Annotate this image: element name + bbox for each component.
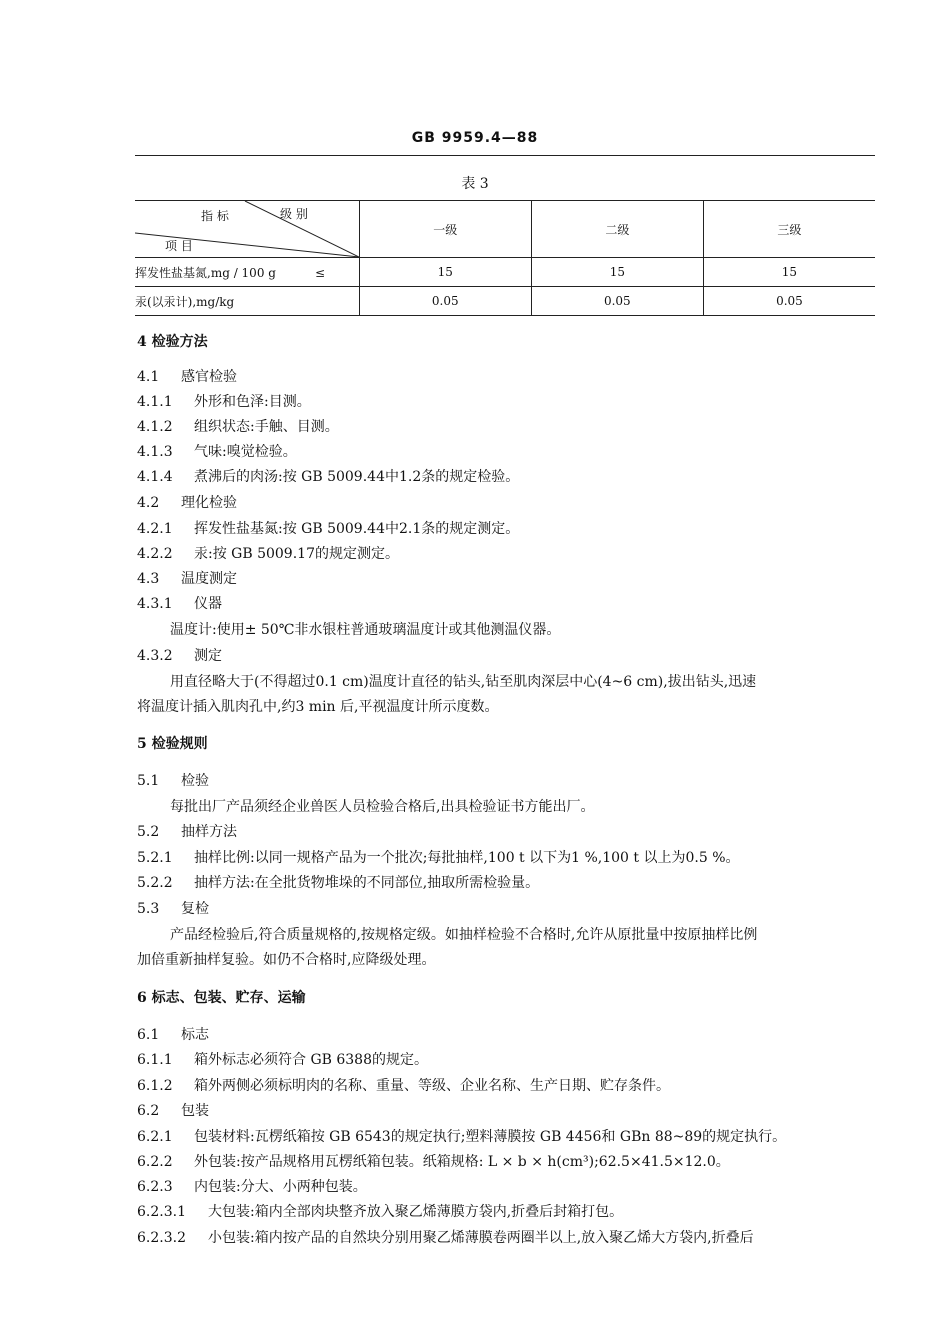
spec-table	[135, 200, 875, 316]
row-operator: ≤	[315, 265, 326, 280]
table-caption: 表 3	[461, 176, 489, 192]
clause-6-1-1: 6.1.1 箱外标志必须符合 GB 6388的规定。	[137, 1052, 429, 1068]
paragraph-measure-line2: 将温度计插入肌肉孔中,约3 min 后,平视温度计所示度数。	[137, 699, 499, 715]
table-cell: 0.05	[359, 287, 531, 316]
section-6-title: 6 标志、包装、贮存、运输	[137, 990, 306, 1006]
document-header: GB 9959.4—88	[411, 130, 539, 146]
clause-5-2: 5.2 抽样方法	[137, 824, 237, 840]
column-header: 一级	[359, 201, 531, 258]
paragraph-measure-line1: 用直径略大于(不得超过0.1 cm)温度计直径的钻头,钻至肌肉深层中心(4~6 cm),拔出钻头,迅速	[170, 674, 757, 690]
clause-6-1: 6.1 标志	[137, 1027, 209, 1043]
row-label-cell	[135, 287, 359, 316]
clause-4-1-3: 4.1.3 气味:嗅觉检验。	[137, 444, 297, 460]
clause-4-3: 4.3 温度测定	[137, 571, 237, 587]
clause-4-3-2: 4.3.2 测定	[137, 648, 222, 664]
paragraph-inspection: 每批出厂产品须经企业兽医人员检验合格后,出具检验证书方能出厂。	[170, 799, 595, 815]
clause-4-1: 4.1 感官检验	[137, 369, 237, 385]
clause-6-2-2: 6.2.2 外包装:按产品规格用瓦楞纸箱包装。纸箱规格: L × b × h(cm³);62.5×41.5×12.0。	[137, 1154, 730, 1170]
clause-6-2-3-1: 6.2.3.1 大包装:箱内全部肉块整齐放入聚乙烯薄膜方袋内,折叠后封箱打包。	[137, 1204, 624, 1220]
corner-label-jibie: 级 别	[280, 207, 308, 221]
row-label: 挥发性盐基氮,mg / 100 g	[135, 265, 276, 280]
row-label-cell	[135, 258, 359, 287]
clause-6-2: 6.2 包装	[137, 1103, 209, 1119]
column-header: 二级	[531, 201, 703, 258]
corner-label-xiangmu: 项 目	[165, 239, 193, 253]
clause-4-2: 4.2 理化检验	[137, 495, 237, 511]
clause-6-2-3: 6.2.3 内包装:分大、小两种包装。	[137, 1179, 367, 1195]
table-cell: 15	[531, 258, 703, 287]
clause-6-1-2: 6.1.2 箱外两侧必须标明肉的名称、重量、等级、企业名称、生产日期、贮存条件。	[137, 1078, 670, 1094]
table-row	[135, 287, 875, 316]
clause-5-1: 5.1 检验	[137, 773, 209, 789]
paragraph-recheck-line1: 产品经检验后,符合质量规格的,按规格定级。如抽样检验不合格时,允许从原批量中按原抽样比例	[170, 927, 758, 943]
paragraph-thermometer: 温度计:使用± 50℃非水银柱普通玻璃温度计或其他测温仪器。	[170, 622, 561, 638]
table-cell: 0.05	[531, 287, 703, 316]
clause-5-2-2: 5.2.2 抽样方法:在全批货物堆垛的不同部位,抽取所需检验量。	[137, 875, 540, 891]
header-corner-cell	[135, 201, 359, 258]
clause-4-2-2: 4.2.2 汞:按 GB 5009.17的规定测定。	[137, 546, 399, 562]
row-label: 汞(以汞计),mg/kg	[135, 294, 235, 309]
table-cell: 15	[703, 258, 875, 287]
column-header: 三级	[703, 201, 875, 258]
corner-label-zhibiao: 指 标	[201, 209, 229, 223]
header-rule	[135, 155, 875, 156]
clause-5-3: 5.3 复检	[137, 901, 209, 917]
table-cell: 0.05	[703, 287, 875, 316]
clause-6-2-3-2: 6.2.3.2 小包装:箱内按产品的自然块分别用聚乙烯薄膜卷两圈半以上,放入聚乙烯大方袋内,折叠后	[137, 1230, 754, 1246]
section-5-title: 5 检验规则	[137, 736, 208, 752]
clause-4-2-1: 4.2.1 挥发性盐基氮:按 GB 5009.44中2.1条的规定测定。	[137, 521, 520, 537]
table-row	[135, 258, 875, 287]
table-cell: 15	[359, 258, 531, 287]
clause-4-1-2: 4.1.2 组织状态:手触、目测。	[137, 419, 339, 435]
clause-4-1-4: 4.1.4 煮沸后的肉汤:按 GB 5009.44中1.2条的规定检验。	[137, 469, 520, 485]
clause-4-3-1: 4.3.1 仪器	[137, 596, 222, 612]
clause-5-2-1: 5.2.1 抽样比例:以同一规格产品为一个批次;每批抽样,100 t 以下为1 %,100 t 以上为0.5 %。	[137, 850, 740, 866]
clause-4-1-1: 4.1.1 外形和色泽:目测。	[137, 394, 311, 410]
section-4-title: 4 检验方法	[137, 334, 208, 350]
paragraph-recheck-line2: 加倍重新抽样复验。如仍不合格时,应降级处理。	[137, 952, 436, 968]
table-header-row	[135, 201, 875, 258]
clause-6-2-1: 6.2.1 包装材料:瓦楞纸箱按 GB 6543的规定执行;塑料薄膜按 GB 4456和 GBn 88~89的规定执行。	[137, 1129, 787, 1145]
